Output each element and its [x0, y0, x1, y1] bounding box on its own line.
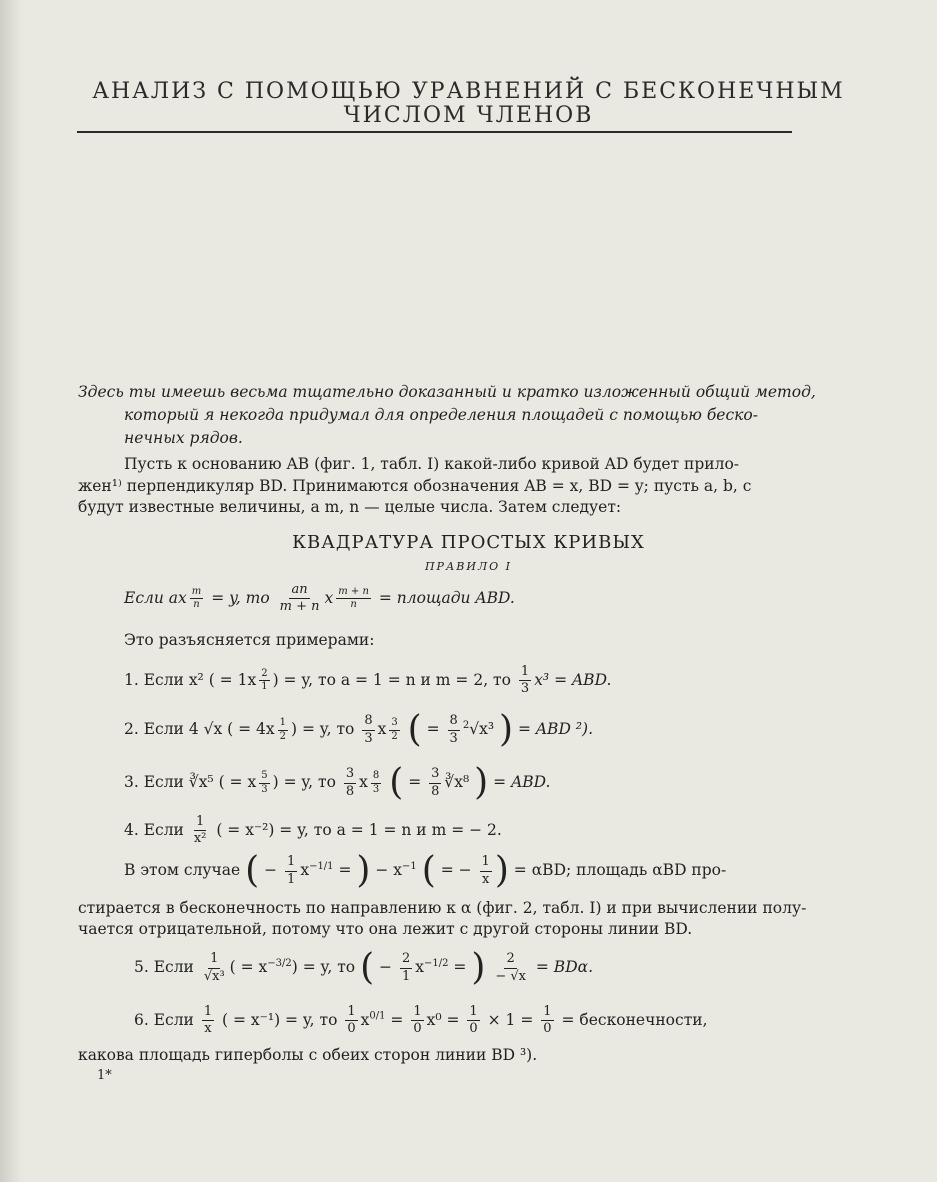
- frac-1-x2: $\frac{1}{\text{x²}}$: [193, 814, 207, 847]
- page-mark: 1*: [97, 1068, 112, 1083]
- exp-3-2: $\frac{3}{2}$: [391, 717, 398, 742]
- para2-a: В этом случае: [124, 861, 241, 879]
- e6-c: × 1 =: [487, 1010, 534, 1029]
- page-edge-shadow: [0, 0, 22, 1182]
- frac-3-8: $\frac{3}{8}$: [345, 766, 355, 799]
- frac-1-x-b: $\frac{1}{x}$: [203, 1004, 213, 1037]
- e2-c: = ABD ²).: [517, 720, 593, 738]
- e5-c: = BDα.: [535, 958, 594, 976]
- rule-label: ПРАВИЛО I: [424, 560, 513, 573]
- example-4: [124, 814, 502, 848]
- section-title: КВАДРАТУРА ПРОСТЫХ КРИВЫХ: [292, 532, 645, 553]
- exp-m-n: $\frac{m}{n}$: [191, 585, 202, 611]
- e4-a: 4. Если: [124, 820, 184, 839]
- rule1-formula: Если ax $\frac{m}{n}$ = y, то $\frac{an}{m + n}$ x $\frac{m + n}{n}$ = площади ABD.: [124, 582, 515, 615]
- frac-1-1: $\frac{1}{1}$: [287, 854, 296, 887]
- para2-line3: чается отрицательной, потому что она лежит с другой стороны линии BD.: [78, 920, 693, 938]
- exp-mn-n: $\frac{m + n}{n}$: [338, 585, 369, 611]
- frac-2-sqrtx: $\frac{2}{- √x}$: [495, 951, 526, 984]
- frac-8-3b: $\frac{8}{3}$: [449, 713, 458, 746]
- frac-1-0d: $\frac{1}{0}$: [543, 1004, 552, 1037]
- frac-1-0a: $\frac{1}{0}$: [347, 1004, 356, 1037]
- e1-c: x³ = ABD.: [534, 670, 612, 689]
- e3-b: ) = y, то: [272, 773, 336, 791]
- frac-1-sqrt: $\frac{1}{\text{√x³}}$: [203, 951, 225, 984]
- page-title-line2: ЧИСЛОМ ЧЛЕНОВ: [343, 103, 594, 128]
- frac-2-1: $\frac{2}{1}$: [401, 951, 411, 984]
- intro-line2: который я некогда придумал для определения площадей с помощью беско-: [124, 406, 758, 424]
- example6-line2: какова площадь гиперболы с обеих сторон линии BD ³).: [78, 1046, 538, 1064]
- example-2: 2. Если 4 √x ( = 4x $\frac{1}{2}$ ) = y, то $\frac{8}{3}$ x $\frac{3}{2}$ ( = $\frac{8}{3}$ $^2$√x³ ) = ABD ²).: [124, 709, 593, 750]
- frac-8-3: $\frac{8}{3}$: [364, 713, 373, 746]
- para1-line2: жен¹⁾ перпендикуляр BD. Принимаются обозначения AB = x, BD = y; пусть a, b, c: [78, 477, 752, 495]
- frac-an: $\frac{an}{m + n}$: [279, 582, 320, 615]
- frac-1-0b: $\frac{1}{0}$: [413, 1004, 422, 1037]
- e6-b: ( = x⁻¹) = y, то: [222, 1010, 338, 1029]
- title-rule: [77, 131, 792, 133]
- rule1-prefix: Если ax: [124, 588, 187, 607]
- example-6: 6. Если $\frac{1}{x}$ ( = x⁻¹) = y, то $\frac{1}{0}$ $x^{0/1}$ = $\frac{1}{0}$ x⁰ = $\frac{1}{0}$ × 1 = $\frac{1}{0}$ = бесконечности,: [134, 1004, 708, 1037]
- intro-line1: Здесь ты имеешь весьма тщательно доказанный и кратко изложенный общий метод,: [78, 383, 816, 401]
- example-5: 5. Если $\frac{1}{\text{√x³}}$ ( = $x^{-3/2}) = y$, то ( − $\frac{2}{1}$ $x^{-1/2}$ = ) $\frac{2}{- √x}$ = BDα.: [134, 947, 594, 988]
- e2-a: 2. Если 4 √x ( = 4x: [124, 720, 275, 738]
- para1-line1: Пусть к основанию AB (фиг. 1, табл. I) какой-либо кривой AD будет прило-: [124, 455, 740, 473]
- e1-b: ) = y, то a = 1 = n и m = 2, то: [272, 670, 511, 689]
- frac-1-0c: $\frac{1}{0}$: [469, 1004, 478, 1037]
- example-3: 3. Если ∛x⁵ ( = x $\frac{5}{3}$ ) = y, то $\frac{3}{8}$ x $\frac{8}{3}$ ( = $\frac{3}{8}$ ∛x⁸ ) = ABD.: [124, 762, 551, 803]
- exp-1-2: $\frac{1}{2}$: [279, 717, 287, 742]
- example-1: [124, 664, 611, 698]
- e5-a: 5. Если: [134, 958, 194, 976]
- e2-b: ) = y, то: [291, 720, 355, 738]
- frac-1-x: $\frac{1}{x}$: [481, 854, 490, 887]
- e6-d: = бесконечности,: [561, 1010, 708, 1029]
- examples-intro: Это разъясняется примерами:: [124, 631, 375, 649]
- e3-c: = ABD.: [493, 773, 551, 791]
- para2-line1: В этом случае ( − $\frac{1}{1}$ $x^{-1/1}$ = ) − $x^{-1}$ ( = − $\frac{1}{x}$ ) = αBD; площадь αBD про-: [124, 850, 727, 891]
- para2-b: = αBD; площадь αBD про-: [513, 861, 727, 879]
- e1-a: 1. Если x² ( = 1x: [124, 670, 257, 689]
- page-title-line1: АНАЛИЗ С ПОМОЩЬЮ УРАВНЕНИЙ С БЕСКОНЕЧНЫМ: [92, 79, 845, 104]
- para1-line3: будут известные величины, а m, n — целые числа. Затем следует:: [78, 498, 622, 516]
- frac-3-8b: $\frac{3}{8}$: [431, 766, 440, 799]
- exp-8-3: $\frac{8}{3}$: [372, 770, 380, 795]
- rule1-mid: = y, то: [211, 588, 270, 607]
- exp-2-1: $\frac{2}{1}$: [261, 667, 268, 693]
- e5-b: ) = y, то: [291, 958, 356, 976]
- para2-line2: стирается в бесконечность по направлению к α (фиг. 2, табл. I) и при вычислении полу-: [78, 899, 807, 917]
- intro-line3: нечных рядов.: [124, 429, 243, 447]
- e6-a: 6. Если: [134, 1010, 194, 1029]
- rule1-suffix: = площади ABD.: [378, 588, 515, 607]
- exp-5-3: $\frac{5}{3}$: [261, 770, 268, 795]
- frac-1-3: $\frac{1}{3}$: [520, 664, 530, 697]
- e4-b: ( = x⁻²) = y, то a = 1 = n и m = − 2.: [216, 820, 502, 839]
- e3-a: 3. Если ∛x⁵ ( = x: [124, 773, 257, 791]
